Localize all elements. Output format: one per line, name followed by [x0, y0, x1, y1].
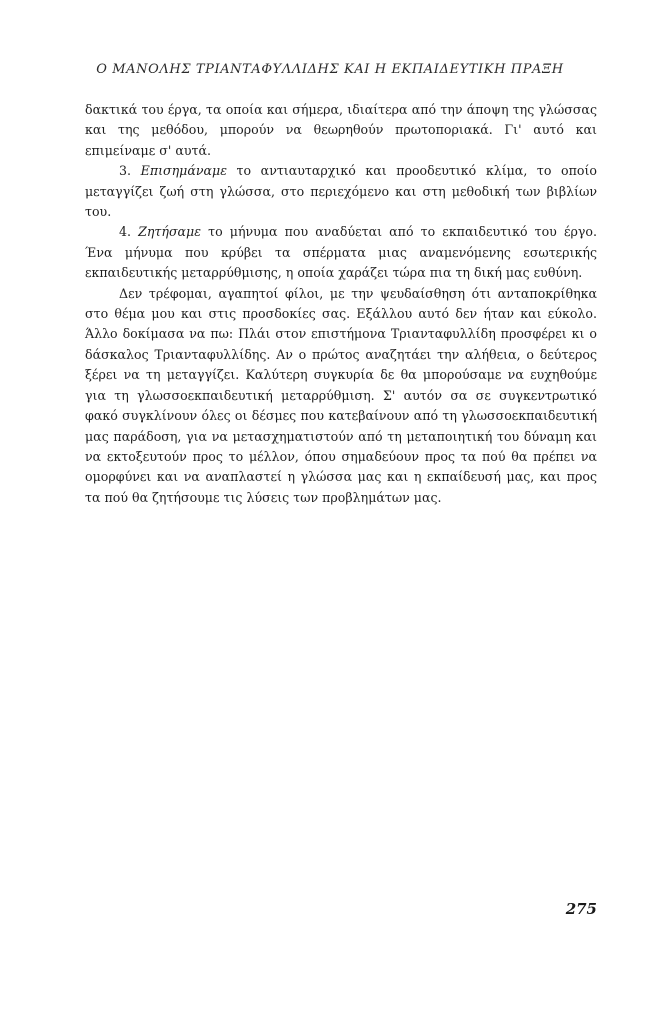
paragraph-closing: [85, 284, 597, 508]
paragraph-text: Δεν τρέφομαι, αγαπητοί φίλοι, με την ψευδαίσθηση ότι ανταποκρίθηκα στο θέμα μου και στις προσδοκίες σας. Εξάλλου αυτό δεν ήταν και εύκολο. Άλλο δοκίμασα να πω: Πλάι στον επιστήμονα Τριανταφυλλίδη προσφέρει κι ο δάσκαλος Τριανταφυλλίδης. Αν ο πρώτος αναζητάει την αλήθεια, ο δεύτερος ξέρει να τη μεταγγίζει. Καλύτερη συγκυρία δε θα μπορούσαμε να ευχηθούμε για τη γλωσσοεκπαιδευτική μεταρρύθμιση. Σ' αυτόν σα σε συγκεντρωτικό φακό συγκλίνουν όλες οι δέσμες που κατεβαίνουν από τη γλωσσοεκπαιδευτική μας παράδοση, για να μετασχηματιστούν από τη μεταποιητική του δύναμη και να εκτοξευτούν προς το μέλλον, όπου σημαδεύουν προς τα πού θα πρέπει να ομορφύνει και να αναπλαστεί η γλώσσα μας και η εκπαίδευσή μας, και προς τα πού θα ζητήσουμε τις λύσεις των προβλημάτων μας.: [85, 285, 597, 505]
point-emphasis: Επισημάναμε: [140, 163, 227, 179]
point-emphasis: Ζητήσαμε: [138, 224, 201, 240]
body-text: [85, 100, 597, 508]
page-number: 275: [565, 900, 597, 918]
paragraph-point-3: [85, 161, 597, 222]
paragraph-text: το αντιαυταρχικό και προοδευτικό κλίμα, το οποίο μεταγγίζει ζωή στη γλώσσα, στο περιεχόμενο και στη μεθοδική των βιβλίων του.: [85, 163, 597, 220]
paragraph-text: δακτικά του έργα, τα οποία και σήμερα, ιδιαίτερα από την άποψη της γλώσσας και της μεθόδου, μπορούν να θεωρηθούν πρωτοποριακά. Γι' αυτό και επιμείναμε σ' αυτά.: [85, 102, 597, 158]
paragraph-text: το μήνυμα που αναδύεται από το εκπαιδευτικό του έργο. Ένα μήνυμα που κρύβει τα σπέρματα μιας αναμενόμενης εσωτερικής εκπαιδευτικής μεταρρύθμισης, η οποία χαράζει τώρα πια τη δική μας ευθύνη.: [85, 224, 597, 281]
point-number: 4.: [119, 224, 132, 240]
paragraph-point-4: [85, 222, 597, 283]
point-number: 3.: [119, 163, 132, 179]
running-head: Ο ΜΑΝΟΛΗΣ ΤΡΙΑΝΤΑΦΥΛΛΙΔΗΣ ΚΑΙ Η ΕΚΠΑΙΔΕΥΤΙΚΗ ΠΡΑΞΗ: [96, 62, 564, 77]
paragraph-continuation: [85, 100, 597, 161]
